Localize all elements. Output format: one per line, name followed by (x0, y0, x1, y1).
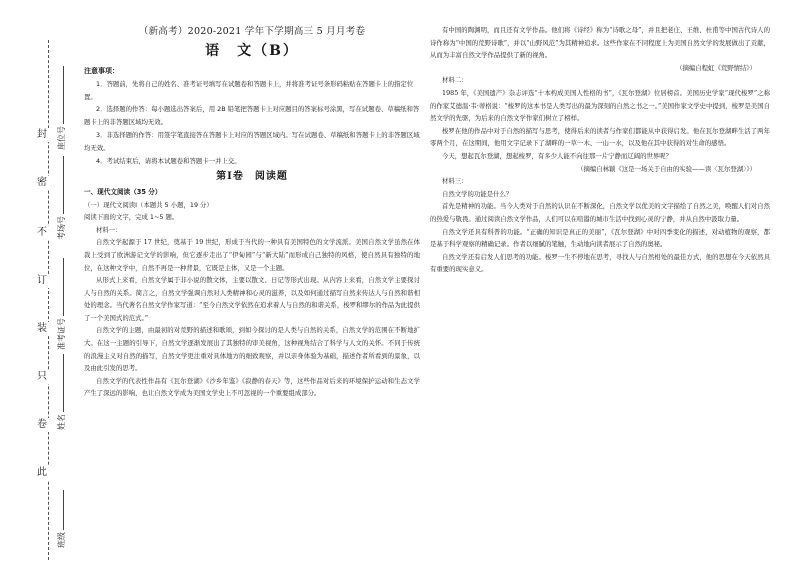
note-item: 4．考试结束后，请将本试题卷和答题卡一并上交。 (96, 156, 241, 165)
note-item: 2．选择题的作答：每小题选出答案后，用 2B 铅笔把答题卡上对应题目的答案标号涂黑，写在试题卷、草稿纸和答题卡上的非答题区域均无效。 (84, 105, 420, 127)
subject-title: 语 文（B） (205, 42, 299, 59)
name-label: 姓名 (57, 414, 66, 430)
paragraph: 1985 年，《美国遗产》杂志评选“十本构成美国人性格的书”，《瓦尔登湖》位居榜首。美国历史学家“现代梭罗”之称的作家艾德温·韦·蒂格说：“梭罗的这本书是人类写出的最为深刻的自然之书之一。”美国作家文学史中提到，梭罗是美国自然文学的先驱，为后来的自然文学作家们树立了榜样。 (430, 88, 770, 123)
seal-char: 密 (34, 176, 50, 190)
material-label: 材料二： (442, 76, 468, 85)
source-citation: （摘编自林颖《这是一场关于自由的实验——读〈瓦尔登湖〉》） (577, 164, 756, 173)
seal-char: 只 (34, 370, 50, 384)
notes-heading: 注意事项： (84, 67, 119, 76)
exam-room-label: 考场号 (57, 216, 66, 240)
paragraph: 自然文学起源于 17 世纪，奠基于 19 世纪，形成于当代的一种具有美国特色的文学流派。美国自然文学虽然在体裁上受到了欧洲游记文学的影响，但它逐步走出了“伊甸园”与“新大陆”而形成自己独特的风格，使自然具有独特的地位，在这种文学中，自然不再是一种背景，它既是主体，又是一个主题。 (84, 238, 420, 272)
material-label: 材料三： (442, 177, 468, 186)
left-column (84, 0, 420, 562)
seal-char: 此 (34, 466, 50, 480)
paragraph: 从形式上来看，自然文学属于非小说的散文体，主要以散文、日记等形式出现。从内容上来看，自然文学主要探讨人与自然的关系。简言之，自然文学强调自然对人类精神和心灵的滋养，以及如何通过描写自然来传达人与自然和谐相处的理念。当代著名自然文学作家写道：“至今自然文学依然在追求着人与自然的和谐关系，梭罗和缪尔的作品为此提供了一个美国式的范式。” (84, 276, 420, 322)
seal-char: 卷 (34, 418, 50, 432)
source-citation: （摘编自程虹《荒野情结》） (676, 63, 756, 72)
paragraph: 有中国的陶渊明，而且还有文学作品。他们将《诗经》称为“诗歌之母”，并且把老庄、王维、杜甫等中国古代诗人的诗作称为“中国的荒野诗歌”，并以“山野风范”为其精神追求。这些作家在不同程度上为美国自然文学的发展做出了贡献，从而为丰富自然文学作品提供了新的视角。 (430, 26, 770, 60)
reading-instruction: 阅读下面的文字，完成 1~5 题。 (84, 213, 179, 222)
paragraph: 今天，想起瓦尔登湖，想起梭罗，有多少人能不向往那一片宁静而辽阔的世界呢？ (442, 151, 673, 160)
subsection-heading: （一）现代文阅读Ⅰ（本题共 5 小题，19 分） (84, 200, 213, 209)
seal-line (48, 40, 49, 560)
paragraph: 自然文学的主题，由最初的对荒野的描述和歌颂，到如今探讨的是人类与自然的关系，自然文学的范围在不断地扩大。在这一主题的引导下，自然文学逐渐发展出了其独特的审美视角，这种视角结合了科学与人文的关怀。不同于传统的浪漫主义对自然的描写，自然文学更注重对具体地方的细致观察，并以亲身体验为基础，描述作者所看到的景象，以及由此引发的思考。 (84, 326, 420, 373)
seal-char: 封 (34, 128, 50, 142)
seal-char: 不 (34, 226, 50, 240)
part-title: 第Ⅰ卷 阅读题 (216, 171, 288, 183)
admission-number-field[interactable] (56, 258, 67, 350)
admission-number-label: 准考证号 (57, 318, 66, 350)
paragraph: 自然文学的代表性作品有《瓦尔登湖》《沙乡年鉴》《寂静的春天》等，这些作品对后来的环境保护运动和生态文学产生了深远的影响，也让自然文学成为美国文学史上不可忽视的一个重要组成部分。 (84, 376, 420, 398)
exam-title: （新高考）2020-2021 学年下学期高三 5 月月考卷 (138, 26, 366, 37)
seal-char: 装 (34, 322, 50, 336)
exam-room-field[interactable] (56, 156, 67, 240)
binding-margin (0, 0, 80, 562)
section-heading: 一、现代文阅读（35 分） (84, 187, 162, 196)
paragraph: 自然文学还具有科普的功能。“正确的知识是真正的美丽”，《瓦尔登湖》中对四季变化的描述，对动植物的观察，都是基于科学观察的精确记录。作者以细腻的笔触，生动地向读者展示了自然的奥秘。 (430, 227, 770, 249)
right-column (430, 0, 770, 562)
paragraph: 首先是精神的功能。当今人类对于自然的认识在不断深化，自然文学以优美的文字描绘了自然之美，唤醒人们对自然的热爱与敬畏。通过阅读自然文学作品，人们可以在喧嚣的城市生活中找到心灵的宁静，并从自然中汲取力量。 (430, 202, 770, 223)
class-field[interactable] (56, 490, 67, 548)
seal-char: 订 (34, 274, 50, 288)
name-field[interactable] (56, 354, 67, 430)
note-item: 1．答题前，先将自己的姓名、准考证号填写在试题卷和答题卡上，并将准考证号条形码粘贴在答题卡上的指定位置。 (84, 79, 414, 101)
seat-number-label: 座位号 (57, 126, 66, 150)
class-label: 班级 (57, 532, 66, 548)
material-label: 材料一： (96, 225, 122, 234)
seat-number-field[interactable] (56, 66, 67, 150)
paragraph: 自然文学还有启发人们思考的功能。梭罗一生不停地在思考，寻找人与自然相处的最佳方式，他的思想在今天依然具有重要的现实意义。 (430, 252, 770, 274)
paragraph: 梭罗在他的作品中对于自然的描写与思考，使得后来的读者与作家们都能从中获得启发。他在瓦尔登湖畔生活了两年零两个月，在这期间，他用文字记录下了湖畔的一草一木、一山一水，以及他在其中获得的对生命的感悟。 (430, 126, 770, 148)
note-item: 3．非选择题的作答：用签字笔直接答在答题卡上对应的答题区域内。写在试题卷、草稿纸和答题卡上的非答题区域均无效。 (84, 130, 420, 152)
paragraph: 自然文学的功能是什么？ (442, 189, 513, 198)
